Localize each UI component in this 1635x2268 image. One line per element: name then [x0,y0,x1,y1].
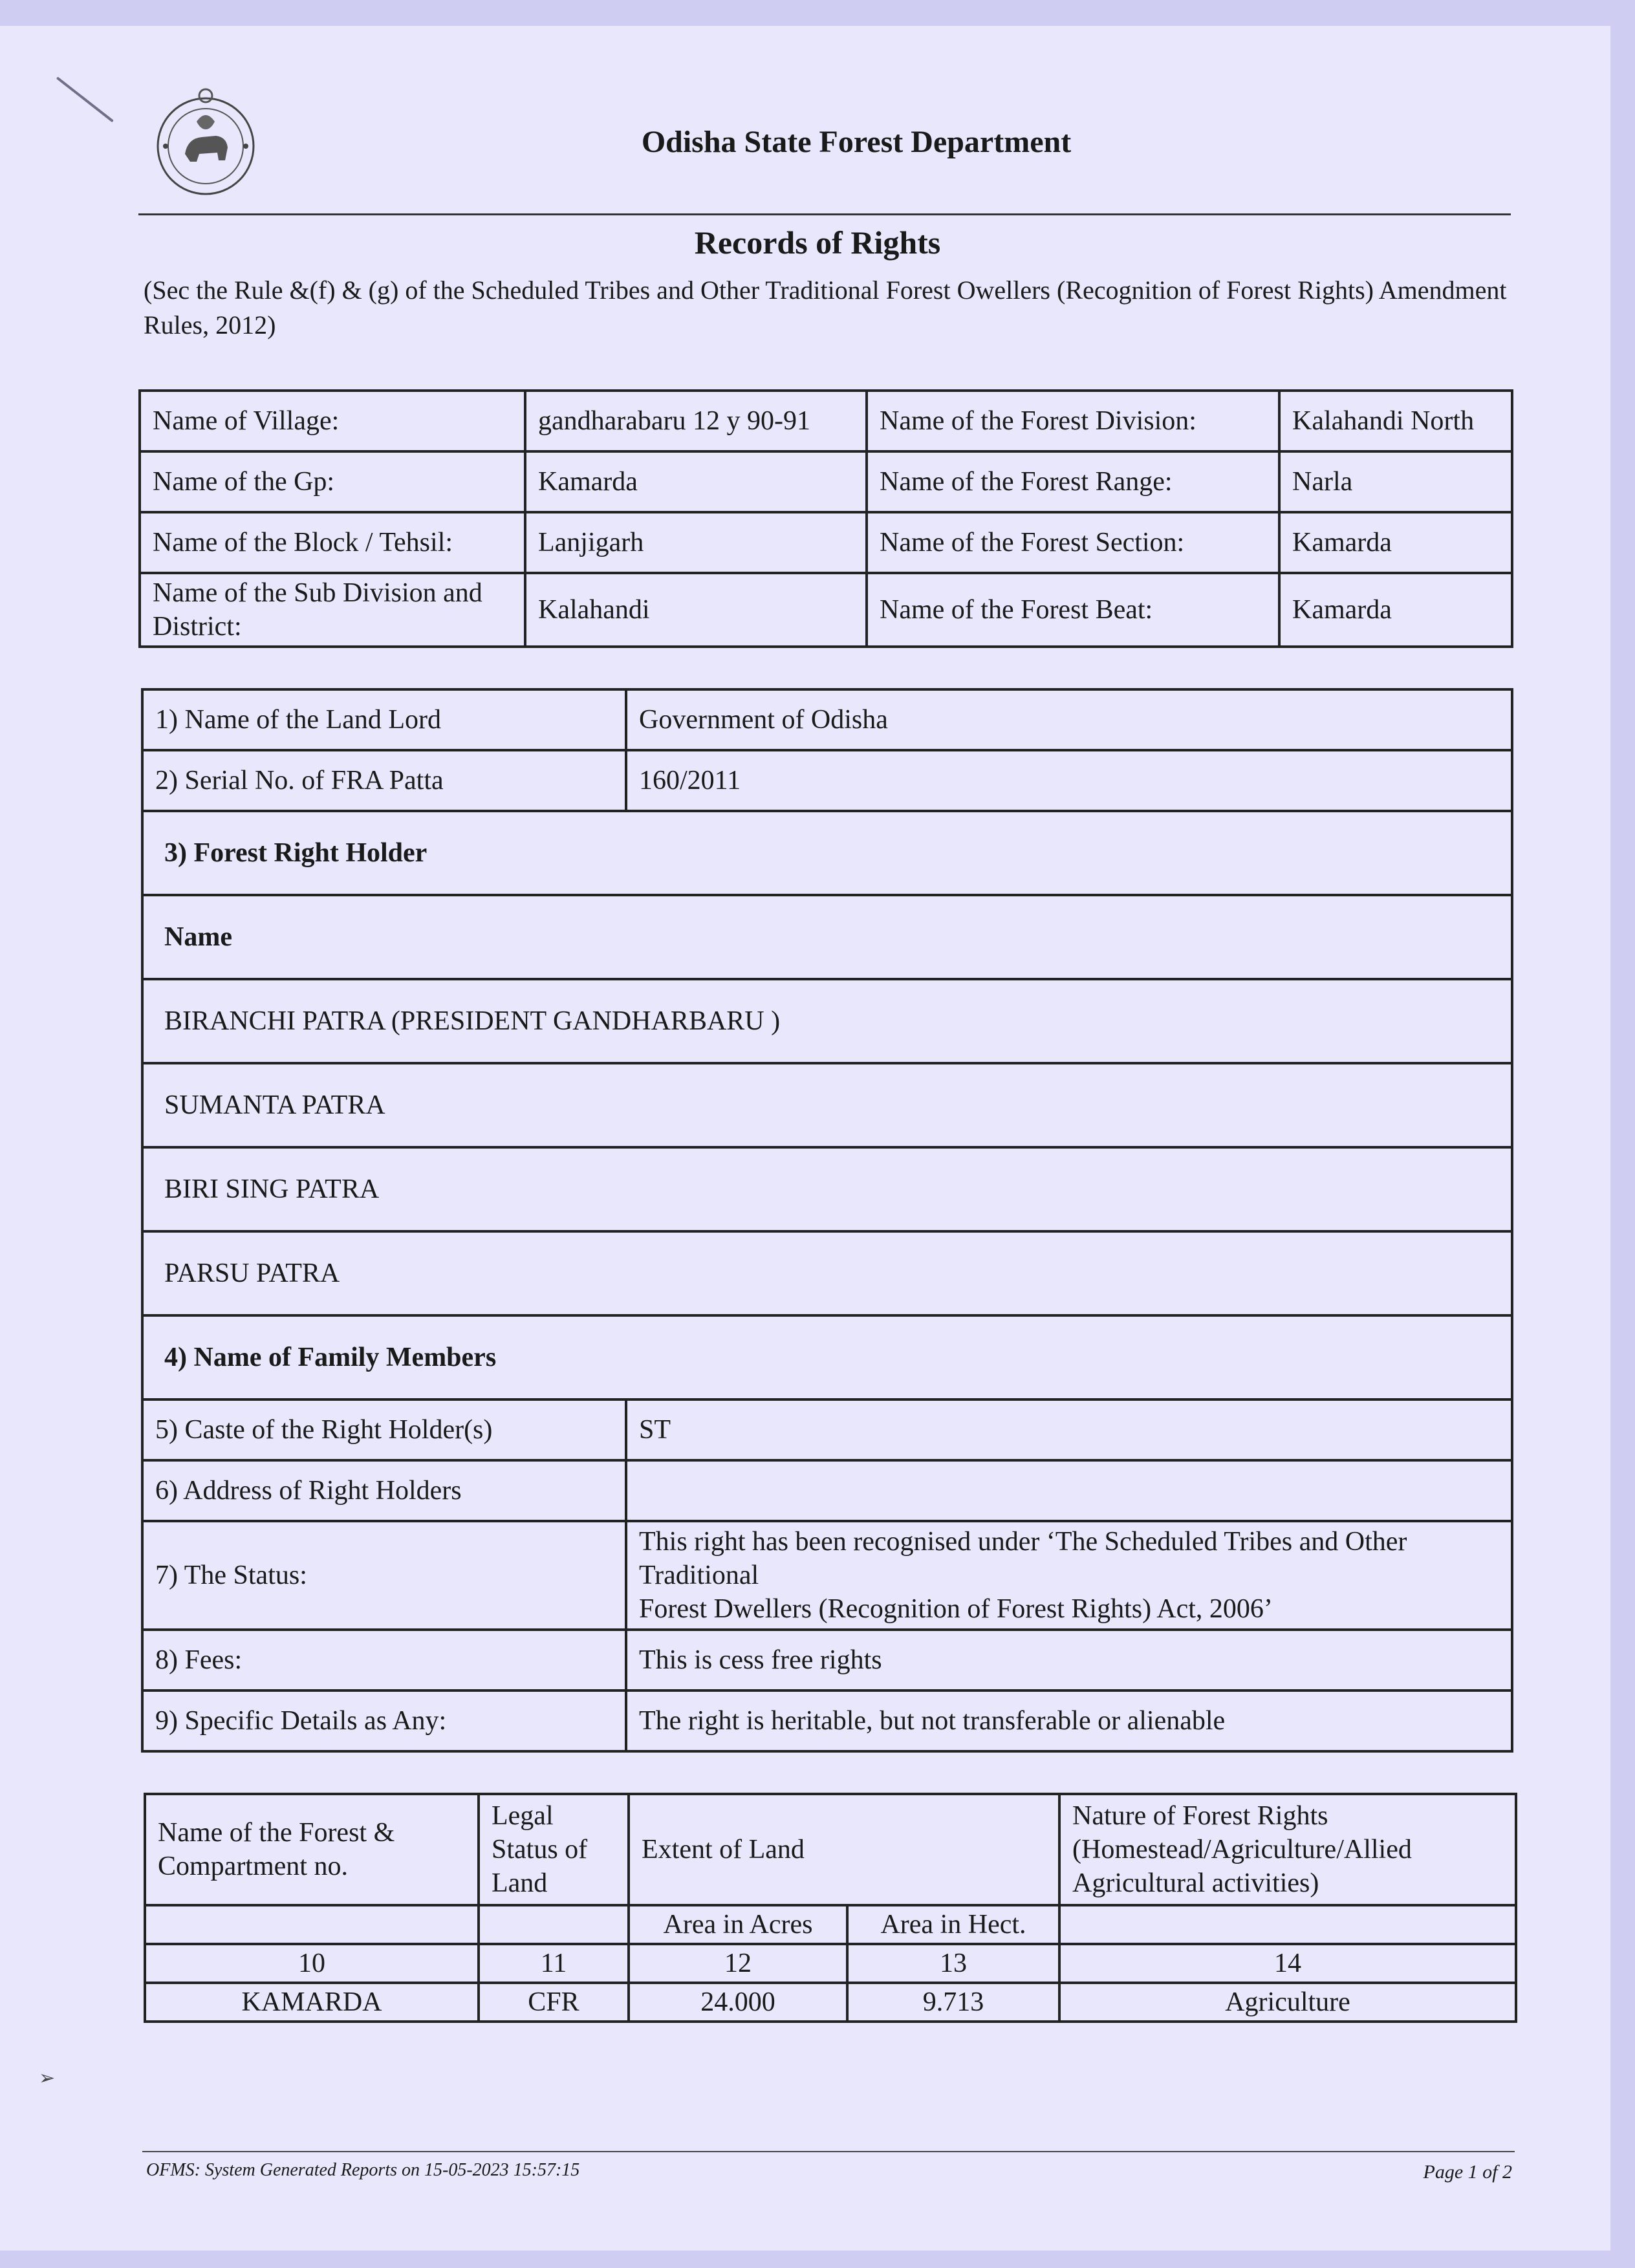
column-number: 13 [847,1944,1059,1983]
forest-right-holder-heading: 3) Forest Right Holder [142,811,1512,895]
table-row [140,512,1512,573]
table-row [142,1521,1512,1630]
fees-label: 8) Fees: [142,1630,626,1690]
department-name: Odisha State Forest Department [641,125,1072,159]
gp-value: Kamarda [525,451,867,512]
subdivision-value: Kalahandi [525,573,867,647]
specific-details-label: 9) Specific Details as Any: [142,1690,626,1751]
landlord-value: Government of Odisha [626,689,1512,750]
landlord-label: 1) Name of the Land Lord [142,689,626,750]
table-row [142,1690,1512,1751]
forest-division-value: Kalahandi North [1279,391,1512,451]
status-line: Traditional [639,1561,759,1590]
address-value [626,1460,1512,1521]
table-row [145,1983,1516,2022]
legal-status-value: CFR [479,1983,629,2022]
holder-name: BIRANCHI PATRA (PRESIDENT GANDHARBARU ) [142,979,1512,1063]
village-value: gandharabaru 12 y 90-91 [525,391,867,451]
legal-status-header: Legal Status of Land [479,1794,629,1905]
serial-label: 2) Serial No. of FRA Patta [142,750,626,811]
column-number: 10 [145,1944,479,1983]
forest-range-label: Name of the Forest Range: [867,451,1279,512]
document-subtitle: (Sec the Rule &(f) & (g) of the Scheduled Tribes and Other Traditional Forest Owellers (Recognition of Forest Rights) Amendment Rules, 2012) [144,275,1507,340]
rights-details-table [141,688,1513,1753]
header-divider [138,213,1511,215]
nature-of-rights-header: Nature of Forest Rights (Homestead/Agriculture/Allied Agricultural activities) [1059,1794,1516,1905]
area-hect-header: Area in Hect. [847,1905,1059,1944]
status-line: Forest Dwellers (Recognition of Forest Rights) Act, 2006’ [639,1594,1273,1624]
forest-division-label: Name of the Forest Division: [867,391,1279,451]
table-row [142,1460,1512,1521]
status-label: 7) The Status: [142,1521,626,1630]
specific-details-value: The right is heritable, but not transferable or alienable [626,1690,1512,1751]
column-number: 12 [629,1944,847,1983]
column-number: 11 [479,1944,629,1983]
block-label: Name of the Block / Tehsil: [140,512,525,573]
status-value [626,1521,1512,1630]
table-row [140,451,1512,512]
forest-compartment-header: Name of the Forest & Compartment no. [145,1794,479,1905]
table-row [145,1794,1516,1905]
area-acres-header: Area in Acres [629,1905,847,1944]
land-extent-table [144,1793,1517,2023]
column-number: 14 [1059,1944,1516,1983]
table-row [142,1630,1512,1690]
document-title: Records of Rights [694,224,941,261]
name-heading: Name [142,895,1512,979]
forest-beat-label: Name of the Forest Beat: [867,573,1279,647]
block-value: Lanjigarh [525,512,867,573]
area-acres-value: 24.000 [629,1983,847,2022]
gp-label: Name of the Gp: [140,451,525,512]
location-table [138,389,1513,648]
holder-name: PARSU PATRA [142,1231,1512,1315]
holder-name: BIRI SING PATRA [142,1147,1512,1231]
caste-label: 5) Caste of the Right Holder(s) [142,1399,626,1460]
family-members-heading: 4) Name of Family Members [142,1315,1512,1399]
margin-mark-icon: ➢ [39,2068,56,2089]
status-line: This right has been recognised under ‘The Scheduled Tribes and Other [639,1527,1407,1557]
fees-value: This is cess free rights [626,1630,1512,1690]
table-row [140,573,1512,647]
page-number: Page 1 of 2 [1423,2161,1512,2183]
forest-section-label: Name of the Forest Section: [867,512,1279,573]
table-row [142,689,1512,750]
village-label: Name of Village: [140,391,525,451]
forest-range-value: Narla [1279,451,1512,512]
generated-report-note: OFMS: System Generated Reports on 15-05-2023 15:57:15 [146,2160,580,2180]
table-row [142,811,1512,895]
nature-value: Agriculture [1059,1983,1516,2022]
table-row [140,391,1512,451]
area-hect-value: 9.713 [847,1983,1059,2022]
table-row [142,1147,1512,1231]
table-row [142,1399,1512,1460]
forest-beat-value: Kamarda [1279,573,1512,647]
empty-cell [479,1905,629,1944]
extent-of-land-header: Extent of Land [629,1794,1059,1905]
table-row [142,1063,1512,1147]
serial-value: 160/2011 [626,750,1512,811]
table-row [142,1315,1512,1399]
table-row [142,750,1512,811]
table-row [142,1231,1512,1315]
address-label: 6) Address of Right Holders [142,1460,626,1521]
table-row [145,1944,1516,1983]
holder-name: SUMANTA PATRA [142,1063,1512,1147]
empty-cell [1059,1905,1516,1944]
forest-name-value: KAMARDA [145,1983,479,2022]
table-row [142,979,1512,1063]
caste-value: ST [626,1399,1512,1460]
footer-divider [142,2151,1515,2152]
table-row [142,895,1512,979]
empty-cell [145,1905,479,1944]
subdivision-label: Name of the Sub Division and District: [140,573,525,647]
table-row [145,1905,1516,1944]
forest-section-value: Kamarda [1279,512,1512,573]
